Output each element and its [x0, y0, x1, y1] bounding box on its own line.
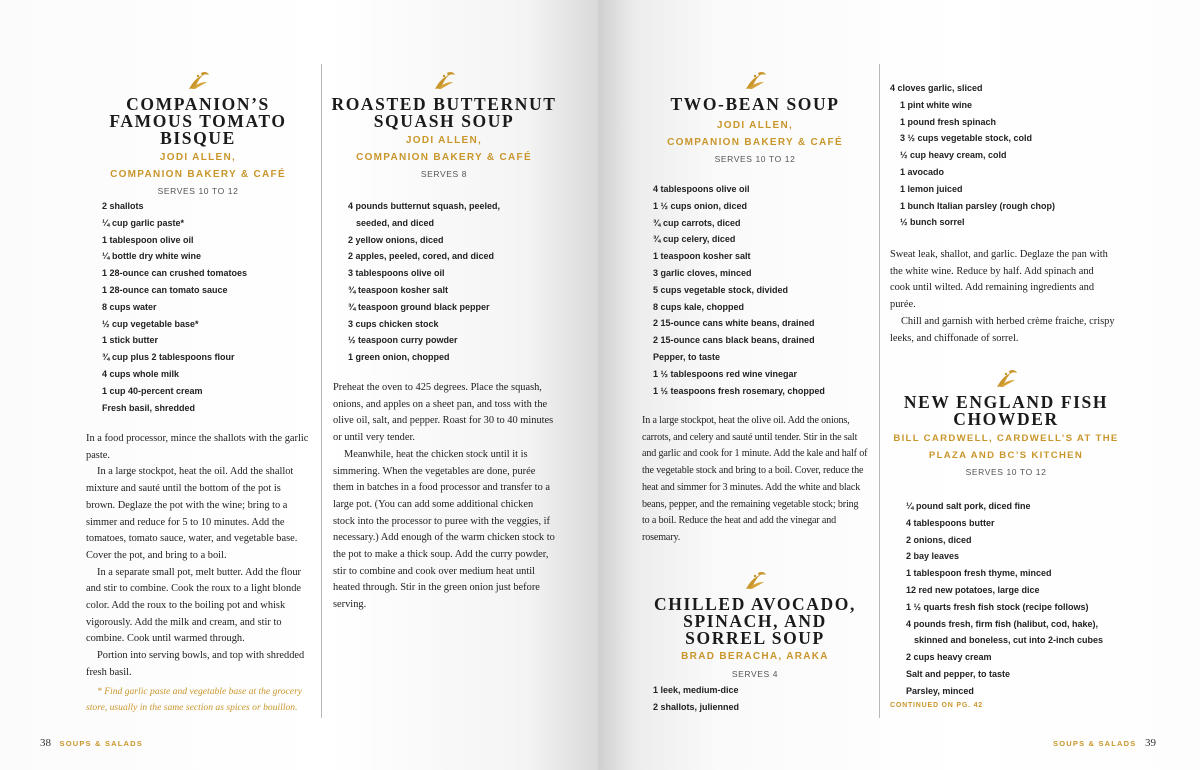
serves-text: SERVES 10 TO 12: [965, 467, 1047, 477]
ingredients-list: [348, 198, 558, 366]
column-divider: [879, 64, 880, 718]
serves-text: SERVES 10 TO 12: [157, 186, 239, 196]
ingredient: 4 cloves garlic, sliced: [890, 83, 983, 93]
right-page: [598, 0, 1200, 770]
ingredients-list: [653, 181, 868, 399]
ingredient: 2 apples, peeled, cored, and diced: [348, 251, 495, 262]
section-name: SOUPS & SALADS: [1053, 739, 1137, 748]
ingredient: 4 pounds butternut squash, peeled,: [348, 201, 501, 211]
ingredient: 2 15-ounce cans black beans, drained: [653, 335, 815, 346]
author-line: COMPANION BAKERY & CAFÉ: [110, 169, 286, 180]
recipe-title: ROASTED BUTTERNUT SQUASH SOUP: [331, 94, 557, 131]
ingredient: 2 cups heavy cream: [906, 652, 992, 663]
ingredient: 1 teaspoon kosher salt: [653, 251, 751, 262]
ornament-icon: [740, 570, 770, 592]
recipe-author: [884, 430, 1128, 464]
recipe-chilled-avocado-soup: [650, 570, 860, 680]
author-line: PLAZA AND BC’S KITCHEN: [928, 450, 1084, 461]
recipe-butternut-squash-soup: [330, 70, 558, 180]
ornament-icon: [740, 70, 770, 92]
ingredient: skinned and boneless, cut into 2-inch cubes: [914, 635, 1104, 646]
ingredient: ½ cup heavy cream, cold: [900, 150, 1007, 161]
ingredient: 1 green onion, chopped: [348, 352, 450, 363]
ornament-icon: [991, 368, 1021, 390]
ingredient: seeded, and diced: [356, 217, 435, 228]
ingredient: ¾ teaspoon ground black pepper: [348, 301, 490, 312]
ingredients-list: [906, 498, 1156, 700]
ingredient: Pepper, to taste: [653, 351, 721, 362]
ingredient: Fresh basil, shredded: [102, 402, 196, 413]
ingredient: 3 tablespoons olive oil: [348, 268, 445, 279]
ingredient: 1 cup 40-percent cream: [102, 385, 203, 396]
ingredient: ¼ bottle dry white wine: [102, 251, 202, 262]
ingredient: 4 tablespoons olive oil: [653, 184, 750, 194]
ingredient: 3 garlic cloves, minced: [653, 267, 752, 278]
recipe-author: BRAD BERACHA, ARAKA: [681, 651, 829, 662]
ingredient: 4 pounds fresh, firm fish (halibut, cod, hake),: [906, 618, 1099, 629]
ingredient: 8 cups water: [102, 301, 157, 312]
ingredient: 1 ½ quarts fresh fish stock (recipe follows): [906, 601, 1089, 612]
recipe-directions: [86, 431, 310, 716]
recipe-directions: [642, 413, 868, 547]
section-name: SOUPS & SALADS: [59, 739, 143, 748]
recipe-author: [330, 132, 558, 166]
ingredient: 1 leek, medium-dice: [653, 685, 739, 695]
recipe-title: NEW ENGLAND FISH CHOWDER: [903, 392, 1109, 429]
author-line: JODI ALLEN,: [159, 152, 237, 163]
author-line: BILL CARDWELL, CARDWELL’S AT THE: [893, 433, 1119, 444]
recipe-title: CHILLED AVOCADO, SPINACH, AND SORREL SOUP: [654, 594, 856, 648]
author-line: JODI ALLEN,: [716, 120, 794, 131]
ingredient: 1 28-ounce can crushed tomatoes: [102, 268, 248, 279]
ingredient: 1 lemon juiced: [900, 183, 963, 194]
direction-paragraph: Portion into serving bowls, and top with shredded fresh basil.: [86, 650, 305, 678]
direction-paragraph: Chill and garnish with herbed crème fraiche, crispy leeks, and chiffonade of sorrel.: [890, 315, 1115, 344]
ingredient: 2 15-ounce cans white beans, drained: [653, 318, 815, 329]
ingredient: 2 bay leaves: [906, 551, 960, 562]
ingredient: 2 onions, diced: [906, 534, 972, 545]
ingredient: 2 yellow onions, diced: [348, 234, 444, 245]
column-divider: [321, 64, 322, 718]
author-line: COMPANION BAKERY & CAFÉ: [356, 152, 532, 163]
ingredient: 1 tablespoon olive oil: [102, 234, 194, 245]
ornament-icon: [429, 70, 459, 92]
page-folio: [1047, 737, 1156, 749]
serves-text: SERVES 8: [420, 169, 468, 179]
recipe-author: [82, 149, 314, 183]
ingredient: ½ cup vegetable base*: [102, 318, 199, 329]
page-number: 38: [40, 737, 51, 749]
page-number: 39: [1145, 737, 1156, 749]
ingredient: 1 pound fresh spinach: [900, 116, 997, 127]
direction-paragraph: In a large stockpot, heat the oil. Add the shallot mixture and sauté until the bottom of the pot is brown. Deglaze the pot with the wine; bring to a simmer and reduce for 5 to 10 minutes. Add the tomatoes, tomato sauce, water, and vegetable base. Cover the pot, and bring to a boil.: [86, 466, 298, 561]
ingredient: 1 avocado: [900, 166, 945, 177]
ingredients-list: [102, 198, 302, 416]
continued-note: CONTINUED ON PG. 42: [890, 702, 983, 709]
ingredient: 5 cups vegetable stock, divided: [653, 284, 789, 295]
ingredient: ¾ teaspoon kosher salt: [348, 284, 449, 295]
ingredient: 1 stick butter: [102, 335, 159, 346]
recipe-author: [650, 117, 860, 151]
ingredient: Parsley, minced: [906, 685, 974, 696]
direction-paragraph: In a food processor, mince the shallots with the garlic paste.: [86, 433, 309, 461]
ingredient: 12 red new potatoes, large dice: [906, 584, 1040, 595]
recipe-title: TWO-BEAN SOUP: [670, 94, 840, 114]
footnote: * Find garlic paste and vegetable base at the grocery store, usually in the same section as spices or bouillon.: [86, 685, 303, 713]
ingredient: 1 ½ teaspoons fresh rosemary, chopped: [653, 385, 825, 396]
ingredient: ½ bunch sorrel: [900, 217, 965, 228]
direction-paragraph: Sweat leak, shallot, and garlic. Deglaze the pan with the white wine. Reduce by half. Add spinach and cook until wilted. Add remaining ingredients and purée.: [890, 249, 1108, 311]
ingredient: 3 cups chicken stock: [348, 318, 439, 329]
ingredient: 2 shallots: [102, 201, 144, 211]
direction-paragraph: In a large stockpot, heat the olive oil. Add the onions, carrots, and celery and sauté until tender. Stir in the salt and garlic and cook for 1 minute. Add the kale and half of the vegetable stock and bring to a boil. Cover, reduce the heat and simmer for 3 minutes. Add the white and black beans, pepper, and the remaining vegetable stock; bring to a boil. Reduce the heat and add the vinegar and rosemary.: [642, 415, 868, 543]
recipe-two-bean-soup: [650, 70, 860, 165]
page-folio: [40, 737, 149, 749]
ingredient: 1 ½ cups onion, diced: [653, 200, 748, 211]
ingredient: ½ teaspoon curry powder: [348, 335, 458, 346]
ingredient: Salt and pepper, to taste: [906, 668, 1011, 679]
author-line: COMPANION BAKERY & CAFÉ: [667, 137, 843, 148]
ingredient: 1 bunch Italian parsley (rough chop): [900, 200, 1056, 211]
recipe-title: COMPANION’S FAMOUS TOMATO BISQUE: [109, 94, 287, 148]
ingredient: 1 pint white wine: [900, 99, 973, 110]
direction-paragraph: In a separate small pot, melt butter. Add the flour and stir to combine. Cook the roux to a light blonde color. Add the roux to the boiling pot and whisk vigorously. Add the milk and cream, and stir to combine. Cook until warmed through.: [86, 566, 302, 645]
ingredient: ¼ cup garlic paste*: [102, 217, 185, 228]
ingredient: ¼ pound salt pork, diced fine: [906, 501, 1031, 511]
direction-paragraph: Preheat the oven to 425 degrees. Place the squash, onions, and apples on a sheet pan, and toss with the olive oil, salt, and pepper. Roast for 30 to 40 minutes or until very tender.: [333, 382, 554, 444]
ingredient: 1 ½ tablespoons red wine vinegar: [653, 368, 798, 379]
ingredients-list-continued: [890, 80, 1110, 231]
ingredient: 8 cups kale, chopped: [653, 301, 745, 312]
serves-text: SERVES 10 TO 12: [714, 154, 796, 164]
ingredient: 4 tablespoons butter: [906, 517, 995, 528]
ingredient: ¾ cup plus 2 tablespoons flour: [102, 352, 235, 363]
ingredient: 1 28-ounce can tomato sauce: [102, 284, 228, 295]
direction-paragraph: Meanwhile, heat the chicken stock until it is simmering. When the vegetables are done, purée them in batches in a food processor and transfer to a large pot. (You can add some additional chicken stock into the processor to puree with the veggies, if necessary.) Add enough of the warm chicken stock to the pot to make a thick soup. Add the curry powder, stir to combine and cook over medium heat until heated through. Stir in the green onion just before serving.: [333, 448, 555, 611]
ingredient: 1 tablespoon fresh thyme, minced: [906, 568, 1052, 579]
author-line: JODI ALLEN,: [405, 135, 483, 146]
recipe-new-england-fish-chowder: [884, 368, 1128, 478]
ornament-icon: [183, 70, 213, 92]
ingredient: 4 cups whole milk: [102, 368, 180, 379]
recipe-tomato-bisque: [82, 70, 314, 197]
recipe-directions: [333, 380, 555, 614]
recipe-directions: [890, 247, 1116, 347]
ingredient: ¾ cup carrots, diced: [653, 217, 741, 228]
ingredient: 3 ½ cups vegetable stock, cold: [900, 133, 1033, 144]
ingredient: ¾ cup celery, diced: [653, 234, 736, 245]
ingredients-list: [653, 682, 853, 716]
left-page: [0, 0, 598, 770]
ingredient: 2 shallots, julienned: [653, 701, 740, 712]
serves-text: SERVES 4: [731, 669, 779, 679]
